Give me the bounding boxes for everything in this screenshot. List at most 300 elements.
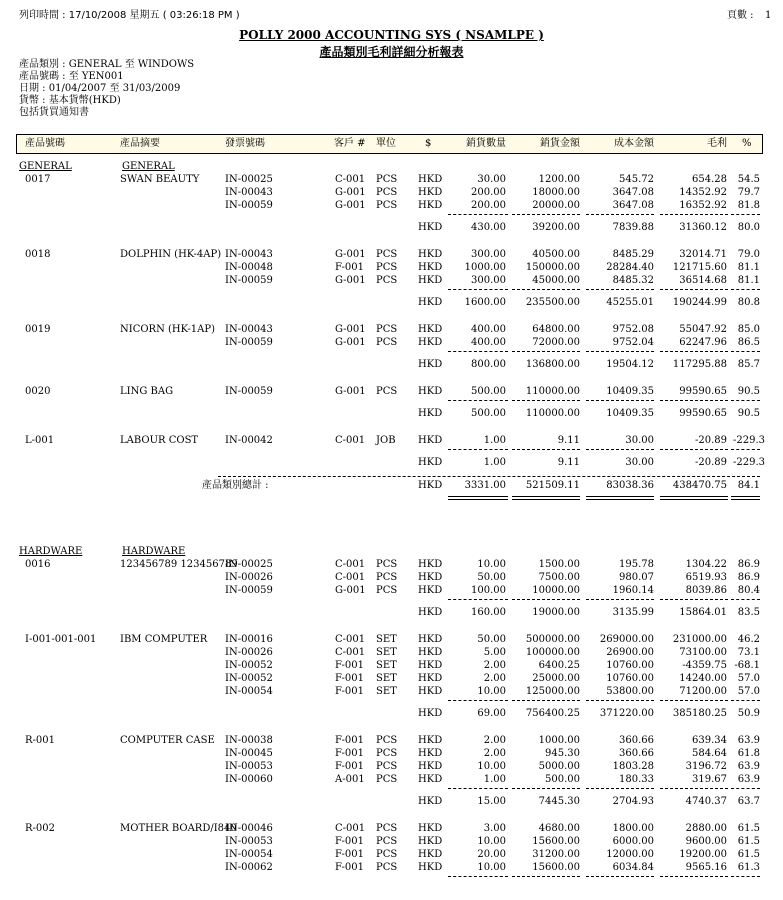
detail-cell: -229.3 <box>733 435 766 446</box>
detail-cell: 2.00 <box>483 673 506 684</box>
detail-cell: 30.00 <box>625 435 654 446</box>
detail-cell: 61.8 <box>737 748 760 759</box>
total-rule <box>512 788 580 789</box>
detail-cell: 1.00 <box>483 774 506 785</box>
detail-cell: 15600.00 <box>532 836 580 847</box>
product-total-cell: 80.8 <box>737 297 760 308</box>
detail-cell: PCS <box>376 849 398 860</box>
detail-cell: 79.0 <box>737 249 760 260</box>
group-total-cell: 3331.00 <box>464 480 506 491</box>
detail-cell: PCS <box>376 262 398 273</box>
group-total-cell: HKD <box>418 480 443 491</box>
detail-cell: 9752.08 <box>612 324 654 335</box>
detail-cell: 63.9 <box>737 735 760 746</box>
detail-cell: 53800.00 <box>606 686 654 697</box>
detail-cell: 71200.00 <box>679 686 727 697</box>
detail-cell: IN-00053 <box>225 761 273 772</box>
filter-line: 日期 : 01/04/2007 至 31/03/2009 <box>19 83 181 94</box>
detail-cell: 2.00 <box>483 748 506 759</box>
product-total-cell: 4740.37 <box>685 796 727 807</box>
total-rule <box>731 496 760 500</box>
product-total-cell: 90.5 <box>737 408 760 419</box>
detail-cell: 1803.28 <box>612 761 654 772</box>
detail-cell: HKD <box>418 634 443 645</box>
total-rule <box>660 496 728 500</box>
detail-cell: 20000.00 <box>532 200 580 211</box>
detail-cell: 300.00 <box>471 275 506 286</box>
total-rule <box>512 289 580 290</box>
detail-cell: IN-00052 <box>225 673 273 684</box>
detail-cell: 1000.00 <box>464 262 506 273</box>
product-total-cell: HKD <box>418 457 443 468</box>
detail-cell: HKD <box>418 324 443 335</box>
detail-cell: G-001 <box>335 275 366 286</box>
product-total-cell: 500.00 <box>471 408 506 419</box>
page-number: 1 <box>765 10 772 21</box>
column-header: 發票號碼 <box>225 138 265 149</box>
product-desc: DOLPHIN (HK-4AP) <box>120 249 222 260</box>
detail-cell: 10.00 <box>477 686 506 697</box>
group-desc: HARDWARE <box>122 546 186 557</box>
detail-cell: IN-00059 <box>225 275 273 286</box>
detail-cell: SET <box>376 686 397 697</box>
total-rule <box>660 289 728 290</box>
detail-cell: IN-00052 <box>225 660 273 671</box>
detail-cell: 3.00 <box>483 823 506 834</box>
detail-cell: IN-00054 <box>225 686 273 697</box>
group-total-cell: 83038.36 <box>606 480 654 491</box>
detail-cell: 5.00 <box>483 647 506 658</box>
detail-cell: 654.28 <box>692 174 727 185</box>
detail-cell: 195.78 <box>619 559 654 570</box>
total-rule <box>660 400 728 401</box>
product-code: L-001 <box>25 435 55 446</box>
product-total-cell: 190244.99 <box>672 297 727 308</box>
detail-cell: 73100.00 <box>679 647 727 658</box>
total-rule <box>448 400 508 401</box>
product-total-cell: HKD <box>418 408 443 419</box>
detail-cell: C-001 <box>335 823 366 834</box>
detail-cell: 500000.00 <box>525 634 580 645</box>
detail-cell: 79.7 <box>737 187 760 198</box>
product-total-cell: HKD <box>418 297 443 308</box>
detail-cell: 231000.00 <box>672 634 727 645</box>
group-total-cell: 438470.75 <box>672 480 727 491</box>
product-desc: SWAN BEAUTY <box>120 174 200 185</box>
total-rule <box>448 449 508 450</box>
total-rule <box>731 700 760 701</box>
detail-cell: HKD <box>418 262 443 273</box>
detail-cell: IN-00025 <box>225 559 273 570</box>
detail-cell: F-001 <box>335 836 364 847</box>
detail-cell: IN-00062 <box>225 862 273 873</box>
product-total-cell: 7839.88 <box>612 222 654 233</box>
product-total-cell: 45255.01 <box>606 297 654 308</box>
total-rule <box>660 788 728 789</box>
detail-cell: IN-00059 <box>225 585 273 596</box>
total-rule <box>448 876 508 877</box>
detail-cell: 16352.92 <box>679 200 727 211</box>
product-total-cell: 7445.30 <box>538 796 580 807</box>
detail-cell: C-001 <box>335 174 366 185</box>
total-rule <box>731 351 760 352</box>
detail-cell: 10.00 <box>477 559 506 570</box>
detail-cell: 10409.35 <box>606 386 654 397</box>
product-total-cell: HKD <box>418 359 443 370</box>
detail-cell: 8485.32 <box>612 275 654 286</box>
detail-cell: IN-00026 <box>225 647 273 658</box>
total-rule <box>448 599 508 600</box>
product-total-cell: 371220.00 <box>599 708 654 719</box>
column-header: % <box>742 138 752 149</box>
detail-cell: 1304.22 <box>685 559 727 570</box>
detail-cell: 1500.00 <box>538 559 580 570</box>
detail-cell: HKD <box>418 200 443 211</box>
detail-cell: 6034.84 <box>612 862 654 873</box>
detail-cell: 32014.71 <box>679 249 727 260</box>
detail-cell: PCS <box>376 761 398 772</box>
product-total-cell: 19504.12 <box>606 359 654 370</box>
detail-cell: 1800.00 <box>612 823 654 834</box>
detail-cell: HKD <box>418 647 443 658</box>
detail-cell: 80.4 <box>737 585 760 596</box>
product-desc: MOTHER BOARD/I840 <box>120 823 237 834</box>
detail-cell: 10.00 <box>477 862 506 873</box>
detail-cell: 180.33 <box>619 774 654 785</box>
total-rule <box>586 351 654 352</box>
detail-cell: 57.0 <box>737 673 760 684</box>
detail-cell: PCS <box>376 249 398 260</box>
detail-cell: IN-00060 <box>225 774 273 785</box>
total-rule <box>660 700 728 701</box>
detail-cell: 4680.00 <box>538 823 580 834</box>
detail-cell: G-001 <box>335 324 366 335</box>
detail-cell: SET <box>376 673 397 684</box>
detail-cell: 14240.00 <box>679 673 727 684</box>
column-header: 銷貨數量 <box>466 138 506 149</box>
detail-cell: 99590.65 <box>679 386 727 397</box>
detail-cell: PCS <box>376 559 398 570</box>
detail-cell: 73.1 <box>737 647 760 658</box>
product-total-cell: HKD <box>418 796 443 807</box>
detail-cell: 100000.00 <box>525 647 580 658</box>
detail-cell: IN-00059 <box>225 200 273 211</box>
detail-cell: 61.5 <box>737 836 760 847</box>
detail-cell: 64800.00 <box>532 324 580 335</box>
detail-cell: -20.89 <box>694 435 727 446</box>
detail-cell: 86.5 <box>737 337 760 348</box>
total-rule <box>731 788 760 789</box>
product-total-cell: 756400.25 <box>525 708 580 719</box>
detail-cell: PCS <box>376 200 398 211</box>
product-total-cell: 1600.00 <box>464 297 506 308</box>
detail-cell: PCS <box>376 337 398 348</box>
detail-cell: 1.00 <box>483 435 506 446</box>
product-code: 0016 <box>25 559 51 570</box>
detail-cell: PCS <box>376 836 398 847</box>
detail-cell: 61.5 <box>737 849 760 860</box>
detail-cell: PCS <box>376 572 398 583</box>
detail-cell: F-001 <box>335 686 364 697</box>
detail-cell: 584.64 <box>692 748 727 759</box>
detail-cell: PCS <box>376 386 398 397</box>
total-rule <box>448 351 508 352</box>
detail-cell: 40500.00 <box>532 249 580 260</box>
detail-cell: 1960.14 <box>612 585 654 596</box>
total-rule <box>586 449 654 450</box>
detail-cell: G-001 <box>335 249 366 260</box>
detail-cell: IN-00053 <box>225 836 273 847</box>
detail-cell: C-001 <box>335 559 366 570</box>
detail-cell: SET <box>376 634 397 645</box>
detail-cell: HKD <box>418 761 443 772</box>
detail-cell: 2.00 <box>483 735 506 746</box>
detail-cell: SET <box>376 660 397 671</box>
product-total-cell: 136800.00 <box>525 359 580 370</box>
detail-cell: 3647.08 <box>612 200 654 211</box>
product-total-cell: 85.7 <box>737 359 760 370</box>
detail-cell: F-001 <box>335 849 364 860</box>
report-title: POLLY 2000 ACCOUNTING SYS ( NSAMLPE ) <box>239 28 544 42</box>
product-desc: 123456789 123456789 <box>120 559 238 570</box>
product-total-cell: 69.00 <box>477 708 506 719</box>
detail-cell: C-001 <box>335 435 366 446</box>
product-total-cell: 800.00 <box>471 359 506 370</box>
detail-cell: 3196.72 <box>685 761 727 772</box>
page-label: 頁數 : <box>727 10 754 21</box>
total-rule <box>586 289 654 290</box>
detail-cell: 18000.00 <box>532 187 580 198</box>
detail-cell: IN-00059 <box>225 386 273 397</box>
detail-cell: 945.30 <box>545 748 580 759</box>
detail-cell: 81.1 <box>737 275 760 286</box>
detail-cell: 36514.68 <box>679 275 727 286</box>
detail-cell: 500.00 <box>471 386 506 397</box>
detail-cell: IN-00048 <box>225 262 273 273</box>
detail-cell: 81.8 <box>737 200 760 211</box>
detail-cell: 269000.00 <box>599 634 654 645</box>
detail-cell: 360.66 <box>619 735 654 746</box>
product-total-cell: 235500.00 <box>525 297 580 308</box>
detail-cell: HKD <box>418 559 443 570</box>
detail-cell: 72000.00 <box>532 337 580 348</box>
detail-cell: C-001 <box>335 572 366 583</box>
detail-cell: PCS <box>376 862 398 873</box>
detail-cell: IN-00043 <box>225 187 273 198</box>
detail-cell: IN-00025 <box>225 174 273 185</box>
detail-cell: 28284.40 <box>606 262 654 273</box>
detail-cell: 62247.96 <box>679 337 727 348</box>
product-code: R-002 <box>25 823 55 834</box>
detail-cell: PCS <box>376 735 398 746</box>
total-rule <box>448 289 508 290</box>
detail-cell: 61.5 <box>737 823 760 834</box>
detail-cell: 12000.00 <box>606 849 654 860</box>
detail-cell: HKD <box>418 572 443 583</box>
detail-cell: 50.00 <box>477 634 506 645</box>
total-rule <box>586 496 654 500</box>
product-desc: LING BAG <box>120 386 174 397</box>
detail-cell: PCS <box>376 324 398 335</box>
detail-cell: 30.00 <box>477 174 506 185</box>
detail-cell: SET <box>376 647 397 658</box>
detail-cell: IN-00026 <box>225 572 273 583</box>
group-total-rule <box>218 476 760 477</box>
print-time: 列印時間 : 17/10/2008 星期五 ( 03:26:18 PM ) <box>19 10 240 21</box>
detail-cell: 10.00 <box>477 836 506 847</box>
column-header: 單位 <box>376 138 396 149</box>
total-rule <box>586 700 654 701</box>
detail-cell: 31200.00 <box>532 849 580 860</box>
detail-cell: 9752.04 <box>612 337 654 348</box>
product-total-cell: 39200.00 <box>532 222 580 233</box>
detail-cell: HKD <box>418 585 443 596</box>
detail-cell: 3647.08 <box>612 187 654 198</box>
detail-cell: HKD <box>418 187 443 198</box>
total-rule <box>512 700 580 701</box>
total-rule <box>731 400 760 401</box>
total-rule <box>586 876 654 877</box>
total-rule <box>448 700 508 701</box>
detail-cell: PCS <box>376 174 398 185</box>
detail-cell: 81.1 <box>737 262 760 273</box>
product-total-cell: HKD <box>418 222 443 233</box>
detail-cell: 55047.92 <box>679 324 727 335</box>
detail-cell: 14352.92 <box>679 187 727 198</box>
product-desc: NICORN (HK-1AP) <box>120 324 215 335</box>
detail-cell: PCS <box>376 748 398 759</box>
detail-cell: 400.00 <box>471 337 506 348</box>
detail-cell: -4359.75 <box>682 660 727 671</box>
detail-cell: IN-00059 <box>225 337 273 348</box>
detail-cell: 25000.00 <box>532 673 580 684</box>
product-total-cell: 31360.12 <box>679 222 727 233</box>
filter-line: 產品號碼 : 至 YEN001 <box>19 71 124 82</box>
detail-cell: 200.00 <box>471 200 506 211</box>
detail-cell: 9565.16 <box>685 862 727 873</box>
filter-line: 包括貨買通知書 <box>19 107 89 118</box>
column-header: 產品摘要 <box>120 138 160 149</box>
detail-cell: -68.1 <box>734 660 760 671</box>
detail-cell: HKD <box>418 249 443 260</box>
detail-cell: 6000.00 <box>612 836 654 847</box>
product-total-cell: -229.3 <box>733 457 766 468</box>
detail-cell: HKD <box>418 686 443 697</box>
detail-cell: 200.00 <box>471 187 506 198</box>
total-rule <box>660 449 728 450</box>
detail-cell: 10.00 <box>477 761 506 772</box>
detail-cell: PCS <box>376 823 398 834</box>
detail-cell: PCS <box>376 774 398 785</box>
group-desc: GENERAL <box>122 161 175 172</box>
product-total-cell: 110000.00 <box>525 408 580 419</box>
detail-cell: HKD <box>418 275 443 286</box>
detail-cell: HKD <box>418 849 443 860</box>
detail-cell: 46.2 <box>737 634 760 645</box>
detail-cell: 86.9 <box>737 572 760 583</box>
product-total-cell: 99590.65 <box>679 408 727 419</box>
detail-cell: 121715.60 <box>672 262 727 273</box>
detail-cell: HKD <box>418 823 443 834</box>
total-rule <box>512 400 580 401</box>
detail-cell: 100.00 <box>471 585 506 596</box>
detail-cell: 300.00 <box>471 249 506 260</box>
detail-cell: IN-00045 <box>225 748 273 759</box>
detail-cell: HKD <box>418 774 443 785</box>
total-rule <box>586 788 654 789</box>
detail-cell: 54.5 <box>737 174 760 185</box>
product-code: 0017 <box>25 174 51 185</box>
report-subtitle: 產品類別毛利詳細分析報表 <box>319 45 464 59</box>
detail-cell: 2880.00 <box>685 823 727 834</box>
detail-cell: 500.00 <box>545 774 580 785</box>
product-desc: COMPUTER CASE <box>120 735 215 746</box>
detail-cell: 15600.00 <box>532 862 580 873</box>
product-total-cell: 15.00 <box>477 796 506 807</box>
total-rule <box>448 496 508 500</box>
total-rule <box>660 876 728 877</box>
detail-cell: HKD <box>418 660 443 671</box>
detail-cell: JOB <box>376 435 396 446</box>
detail-cell: 2.00 <box>483 660 506 671</box>
detail-cell: F-001 <box>335 660 364 671</box>
total-rule <box>512 876 580 877</box>
detail-cell: 9.11 <box>557 435 580 446</box>
product-total-cell: 117295.88 <box>672 359 727 370</box>
detail-cell: F-001 <box>335 673 364 684</box>
filter-line: 產品類別 : GENERAL 至 WINDOWS <box>19 59 195 70</box>
detail-cell: IN-00043 <box>225 324 273 335</box>
detail-cell: 90.5 <box>737 386 760 397</box>
total-rule <box>512 496 580 500</box>
product-total-cell: 50.9 <box>737 708 760 719</box>
detail-cell: IN-00043 <box>225 249 273 260</box>
detail-cell: 7500.00 <box>538 572 580 583</box>
total-rule <box>731 289 760 290</box>
total-rule <box>731 449 760 450</box>
detail-cell: HKD <box>418 337 443 348</box>
detail-cell: C-001 <box>335 634 366 645</box>
detail-cell: F-001 <box>335 761 364 772</box>
detail-cell: G-001 <box>335 585 366 596</box>
detail-cell: 57.0 <box>737 686 760 697</box>
total-rule <box>586 599 654 600</box>
product-total-cell: -20.89 <box>694 457 727 468</box>
product-code: R-001 <box>25 735 55 746</box>
product-total-cell: 2704.93 <box>612 796 654 807</box>
detail-cell: 1200.00 <box>538 174 580 185</box>
product-total-cell: 160.00 <box>471 607 506 618</box>
total-rule <box>512 599 580 600</box>
detail-cell: PCS <box>376 275 398 286</box>
detail-cell: HKD <box>418 673 443 684</box>
group-total-cell: 84.1 <box>737 480 760 491</box>
detail-cell: 19200.00 <box>679 849 727 860</box>
product-total-cell: HKD <box>418 607 443 618</box>
detail-cell: 125000.00 <box>525 686 580 697</box>
product-total-cell: 430.00 <box>471 222 506 233</box>
detail-cell: G-001 <box>335 187 366 198</box>
product-total-cell: HKD <box>418 708 443 719</box>
detail-cell: C-001 <box>335 647 366 658</box>
product-code: 0018 <box>25 249 51 260</box>
column-header: 客戶 # <box>334 138 366 149</box>
detail-cell: G-001 <box>335 386 366 397</box>
total-rule <box>660 351 728 352</box>
detail-cell: 545.72 <box>619 174 654 185</box>
detail-cell: 26900.00 <box>606 647 654 658</box>
detail-cell: 61.3 <box>737 862 760 873</box>
